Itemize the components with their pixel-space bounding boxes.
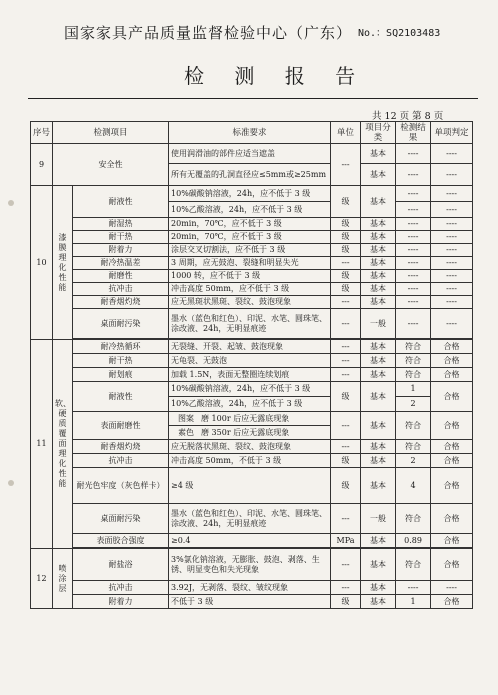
judgement: ---- bbox=[431, 270, 473, 283]
test-item: 附着力 bbox=[73, 244, 169, 257]
table-row bbox=[31, 534, 473, 548]
test-item: 表面耐磨性 bbox=[73, 412, 169, 440]
col-header-category: 项目分类 bbox=[361, 122, 396, 144]
requirement: 墨水（蓝色和红色）、印泥、水笔、圆珠笔、涂改液、24h，无明显痕迹 bbox=[169, 309, 331, 339]
result: ---- bbox=[396, 218, 431, 231]
requirement: 3.92J，无剥落、裂纹、皱纹现象 bbox=[169, 581, 331, 595]
col-header-judgement: 单项判定 bbox=[431, 122, 473, 144]
judgement: 合格 bbox=[431, 549, 473, 581]
test-item: 抗冲击 bbox=[73, 581, 169, 595]
category: 基本 bbox=[361, 231, 396, 244]
group-number: 12 bbox=[31, 549, 53, 609]
header-rule bbox=[28, 98, 478, 99]
table-row bbox=[31, 144, 473, 164]
result: 4 bbox=[396, 468, 431, 504]
table-row bbox=[31, 454, 473, 468]
test-item: 耐香烟灼烧 bbox=[73, 296, 169, 309]
test-item: 耐磨性 bbox=[73, 270, 169, 283]
requirement: 墨水（蓝色和红色）、印泥、水笔、圆珠笔、涂改液、24h，无明显痕迹 bbox=[169, 504, 331, 534]
binding-hole bbox=[8, 480, 14, 486]
page-info: 共 12 页 第 8 页 bbox=[372, 111, 444, 122]
result: ---- bbox=[396, 296, 431, 309]
requirement bbox=[169, 412, 331, 426]
unit: --- bbox=[331, 144, 361, 186]
result: ---- bbox=[396, 257, 431, 270]
judgement: ---- bbox=[431, 581, 473, 595]
test-item: 耐液性 bbox=[73, 382, 169, 412]
requirement: 3%氯化钠溶液，无膨胀、鼓泡、剥落、生锈、明显变色和失光现象 bbox=[169, 549, 331, 581]
result: 符合 bbox=[396, 504, 431, 534]
result: 1 bbox=[396, 595, 431, 609]
result: ---- bbox=[396, 202, 431, 218]
category: 基本 bbox=[361, 144, 396, 164]
col-header-item: 检测项目 bbox=[53, 122, 169, 144]
unit: 级 bbox=[331, 270, 361, 283]
category: 基本 bbox=[361, 244, 396, 257]
unit: --- bbox=[331, 257, 361, 270]
pattern-type: 素色 bbox=[178, 427, 195, 437]
requirement: 涂层交叉切割法，应不低于 3 级 bbox=[169, 244, 331, 257]
category: 基本 bbox=[361, 534, 396, 548]
col-header-unit: 单位 bbox=[331, 122, 361, 144]
table-row bbox=[31, 257, 473, 270]
binding-hole bbox=[8, 200, 14, 206]
unit: --- bbox=[331, 354, 361, 368]
category: 基本 bbox=[361, 368, 396, 382]
table-row bbox=[31, 340, 473, 354]
judgement: 合格 bbox=[431, 382, 473, 412]
requirement: 10%碳酸钠溶液，24h，应不低于 3 级 bbox=[169, 382, 331, 397]
judgement: ---- bbox=[431, 218, 473, 231]
judgement: 合格 bbox=[431, 468, 473, 504]
category: 一般 bbox=[361, 504, 396, 534]
group-name: 漆膜理化性能 bbox=[53, 186, 73, 340]
col-header-no: 序号 bbox=[31, 122, 53, 144]
judgement: 合格 bbox=[431, 440, 473, 454]
requirement: 无裂缝、开裂、起皱、鼓泡现象 bbox=[169, 340, 331, 354]
result: ---- bbox=[396, 270, 431, 283]
requirement-text: 磨 350r 后应无露底现象 bbox=[201, 427, 290, 437]
unit: MPa bbox=[331, 534, 361, 548]
test-item: 耐液性 bbox=[73, 186, 169, 218]
table-row bbox=[31, 186, 473, 202]
report-title: 检 测 报 告 bbox=[184, 64, 368, 88]
judgement: ---- bbox=[431, 257, 473, 270]
category: 基本 bbox=[361, 581, 396, 595]
table-row bbox=[31, 244, 473, 257]
category: 基本 bbox=[361, 412, 396, 440]
judgement: 合格 bbox=[431, 354, 473, 368]
unit: 级 bbox=[331, 186, 361, 218]
category: 基本 bbox=[361, 186, 396, 218]
test-item: 耐湿热 bbox=[73, 218, 169, 231]
requirement: 20min，70℃，应不低于 3 级 bbox=[169, 231, 331, 244]
judgement: ---- bbox=[431, 231, 473, 244]
report-number: No.：SQ2103483 bbox=[358, 28, 441, 39]
unit: --- bbox=[331, 368, 361, 382]
judgement: 合格 bbox=[431, 368, 473, 382]
test-item: 表面胶合强度 bbox=[73, 534, 169, 548]
judgement: ---- bbox=[431, 309, 473, 339]
result: 1 bbox=[396, 382, 431, 397]
category: 一般 bbox=[361, 309, 396, 339]
requirement bbox=[169, 426, 331, 440]
judgement: ---- bbox=[431, 144, 473, 164]
table-row bbox=[31, 504, 473, 534]
test-item: 附着力 bbox=[73, 595, 169, 609]
category: 基本 bbox=[361, 340, 396, 354]
unit: --- bbox=[331, 440, 361, 454]
requirement: 应无黑斑状黑斑、裂纹、鼓泡现象 bbox=[169, 296, 331, 309]
group-number: 10 bbox=[31, 186, 53, 340]
judgement: 合格 bbox=[431, 340, 473, 354]
group-number: 11 bbox=[31, 340, 53, 549]
test-item: 耐盐浴 bbox=[73, 549, 169, 581]
category: 基本 bbox=[361, 595, 396, 609]
test-item: 抗冲击 bbox=[73, 283, 169, 296]
judgement: ---- bbox=[431, 202, 473, 218]
requirement: 冲击高度 50mm，不低于 3 级 bbox=[169, 454, 331, 468]
category: 基本 bbox=[361, 454, 396, 468]
requirement: 10%碳酸钠溶液，24h，应不低于 3 级 bbox=[169, 186, 331, 202]
table-row bbox=[31, 440, 473, 454]
test-results-table bbox=[30, 121, 473, 609]
unit: 级 bbox=[331, 454, 361, 468]
test-item: 耐划痕 bbox=[73, 368, 169, 382]
requirement: ≥0.4 bbox=[169, 534, 331, 548]
category: 基本 bbox=[361, 440, 396, 454]
category: 基本 bbox=[361, 218, 396, 231]
test-item: 抗冲击 bbox=[73, 454, 169, 468]
judgement: ---- bbox=[431, 164, 473, 186]
table-row bbox=[31, 595, 473, 609]
category: 基本 bbox=[361, 283, 396, 296]
table-row bbox=[31, 549, 473, 581]
table-row bbox=[31, 218, 473, 231]
result: 符合 bbox=[396, 412, 431, 440]
judgement: 合格 bbox=[431, 412, 473, 440]
pattern-type: 图案 bbox=[178, 413, 195, 423]
requirement: 应无脱落状黑斑、裂纹、鼓泡现象 bbox=[169, 440, 331, 454]
unit: --- bbox=[331, 412, 361, 440]
unit: 级 bbox=[331, 218, 361, 231]
category: 基本 bbox=[361, 549, 396, 581]
table-row bbox=[31, 382, 473, 397]
result: 0.89 bbox=[396, 534, 431, 548]
center-name: 国家家具产品质量监督检验中心（广东） bbox=[64, 24, 353, 42]
category: 基本 bbox=[361, 257, 396, 270]
result: ---- bbox=[396, 144, 431, 164]
judgement: ---- bbox=[431, 296, 473, 309]
unit: 级 bbox=[331, 244, 361, 257]
table-row bbox=[31, 270, 473, 283]
judgement: 合格 bbox=[431, 534, 473, 548]
unit: --- bbox=[331, 504, 361, 534]
requirement: 1000 转，应不低于 3 级 bbox=[169, 270, 331, 283]
requirement: 加载 1.5N，表面无整圈连续划痕 bbox=[169, 368, 331, 382]
category: 基本 bbox=[361, 382, 396, 412]
result: ---- bbox=[396, 244, 431, 257]
table-row bbox=[31, 412, 473, 426]
table-row bbox=[31, 368, 473, 382]
test-item: 桌面耐污染 bbox=[73, 309, 169, 339]
table-row bbox=[31, 581, 473, 595]
requirement: 10%乙酸溶液，24h，应不低于 3 级 bbox=[169, 202, 331, 218]
unit: 级 bbox=[331, 382, 361, 412]
result: ---- bbox=[396, 186, 431, 202]
result: 符合 bbox=[396, 354, 431, 368]
test-item: 耐干热 bbox=[73, 354, 169, 368]
requirement-text: 磨 100r 后应无露底现象 bbox=[201, 413, 290, 423]
result: 符合 bbox=[396, 368, 431, 382]
group-number: 9 bbox=[31, 144, 53, 186]
table-row bbox=[31, 309, 473, 339]
unit: --- bbox=[331, 309, 361, 339]
requirement: ≥4 级 bbox=[169, 468, 331, 504]
category: 基本 bbox=[361, 270, 396, 283]
table-row bbox=[31, 231, 473, 244]
judgement: ---- bbox=[431, 283, 473, 296]
test-item: 耐冷热温差 bbox=[73, 257, 169, 270]
requirement: 10%乙酸溶液，24h，应不低于 3 级 bbox=[169, 397, 331, 412]
judgement: 合格 bbox=[431, 454, 473, 468]
result: ---- bbox=[396, 231, 431, 244]
judgement: 合格 bbox=[431, 595, 473, 609]
category: 基本 bbox=[361, 468, 396, 504]
result: 符合 bbox=[396, 549, 431, 581]
unit: --- bbox=[331, 296, 361, 309]
category: 基本 bbox=[361, 296, 396, 309]
result: ---- bbox=[396, 309, 431, 339]
requirement: 所有无覆盖的孔洞直径应≤5mm或≥25mm bbox=[169, 164, 331, 186]
result: ---- bbox=[396, 581, 431, 595]
test-item: 耐香烟灼烧 bbox=[73, 440, 169, 454]
test-item: 耐光色牢度（灰色样卡） bbox=[73, 468, 169, 504]
result: 2 bbox=[396, 454, 431, 468]
table-row bbox=[31, 468, 473, 504]
result: 符合 bbox=[396, 340, 431, 354]
result: ---- bbox=[396, 283, 431, 296]
category: 基本 bbox=[361, 354, 396, 368]
requirement: 无龟裂、无鼓泡 bbox=[169, 354, 331, 368]
judgement: ---- bbox=[431, 186, 473, 202]
test-item: 耐干热 bbox=[73, 231, 169, 244]
table-row bbox=[31, 296, 473, 309]
test-item: 安全性 bbox=[53, 144, 169, 186]
table-row bbox=[31, 283, 473, 296]
category: 基本 bbox=[361, 164, 396, 186]
group-name: 喷涂层 bbox=[53, 549, 73, 609]
unit: 级 bbox=[331, 595, 361, 609]
judgement: ---- bbox=[431, 244, 473, 257]
requirement: 不低于 3 级 bbox=[169, 595, 331, 609]
judgement: 合格 bbox=[431, 504, 473, 534]
col-header-requirement: 标准要求 bbox=[169, 122, 331, 144]
unit: --- bbox=[331, 581, 361, 595]
table-header-row bbox=[31, 122, 473, 144]
result: 符合 bbox=[396, 440, 431, 454]
requirement: 20min，70℃，应不低于 3 级 bbox=[169, 218, 331, 231]
result: ---- bbox=[396, 164, 431, 186]
unit: 级 bbox=[331, 283, 361, 296]
group-name: 软、硬质覆面理化性能 bbox=[53, 340, 73, 549]
unit: 级 bbox=[331, 468, 361, 504]
requirement: 3 周期，应无鼓泡、裂缝和明显失光 bbox=[169, 257, 331, 270]
test-item: 耐冷热循环 bbox=[73, 340, 169, 354]
unit: --- bbox=[331, 340, 361, 354]
table-row bbox=[31, 354, 473, 368]
col-header-result: 检测结果 bbox=[396, 122, 431, 144]
test-item: 桌面耐污染 bbox=[73, 504, 169, 534]
requirement: 使用润滑油的部件应适当遮盖 bbox=[169, 144, 331, 164]
unit: --- bbox=[331, 549, 361, 581]
result: 2 bbox=[396, 397, 431, 412]
requirement: 冲击高度 50mm，应不低于 3 级 bbox=[169, 283, 331, 296]
unit: 级 bbox=[331, 231, 361, 244]
